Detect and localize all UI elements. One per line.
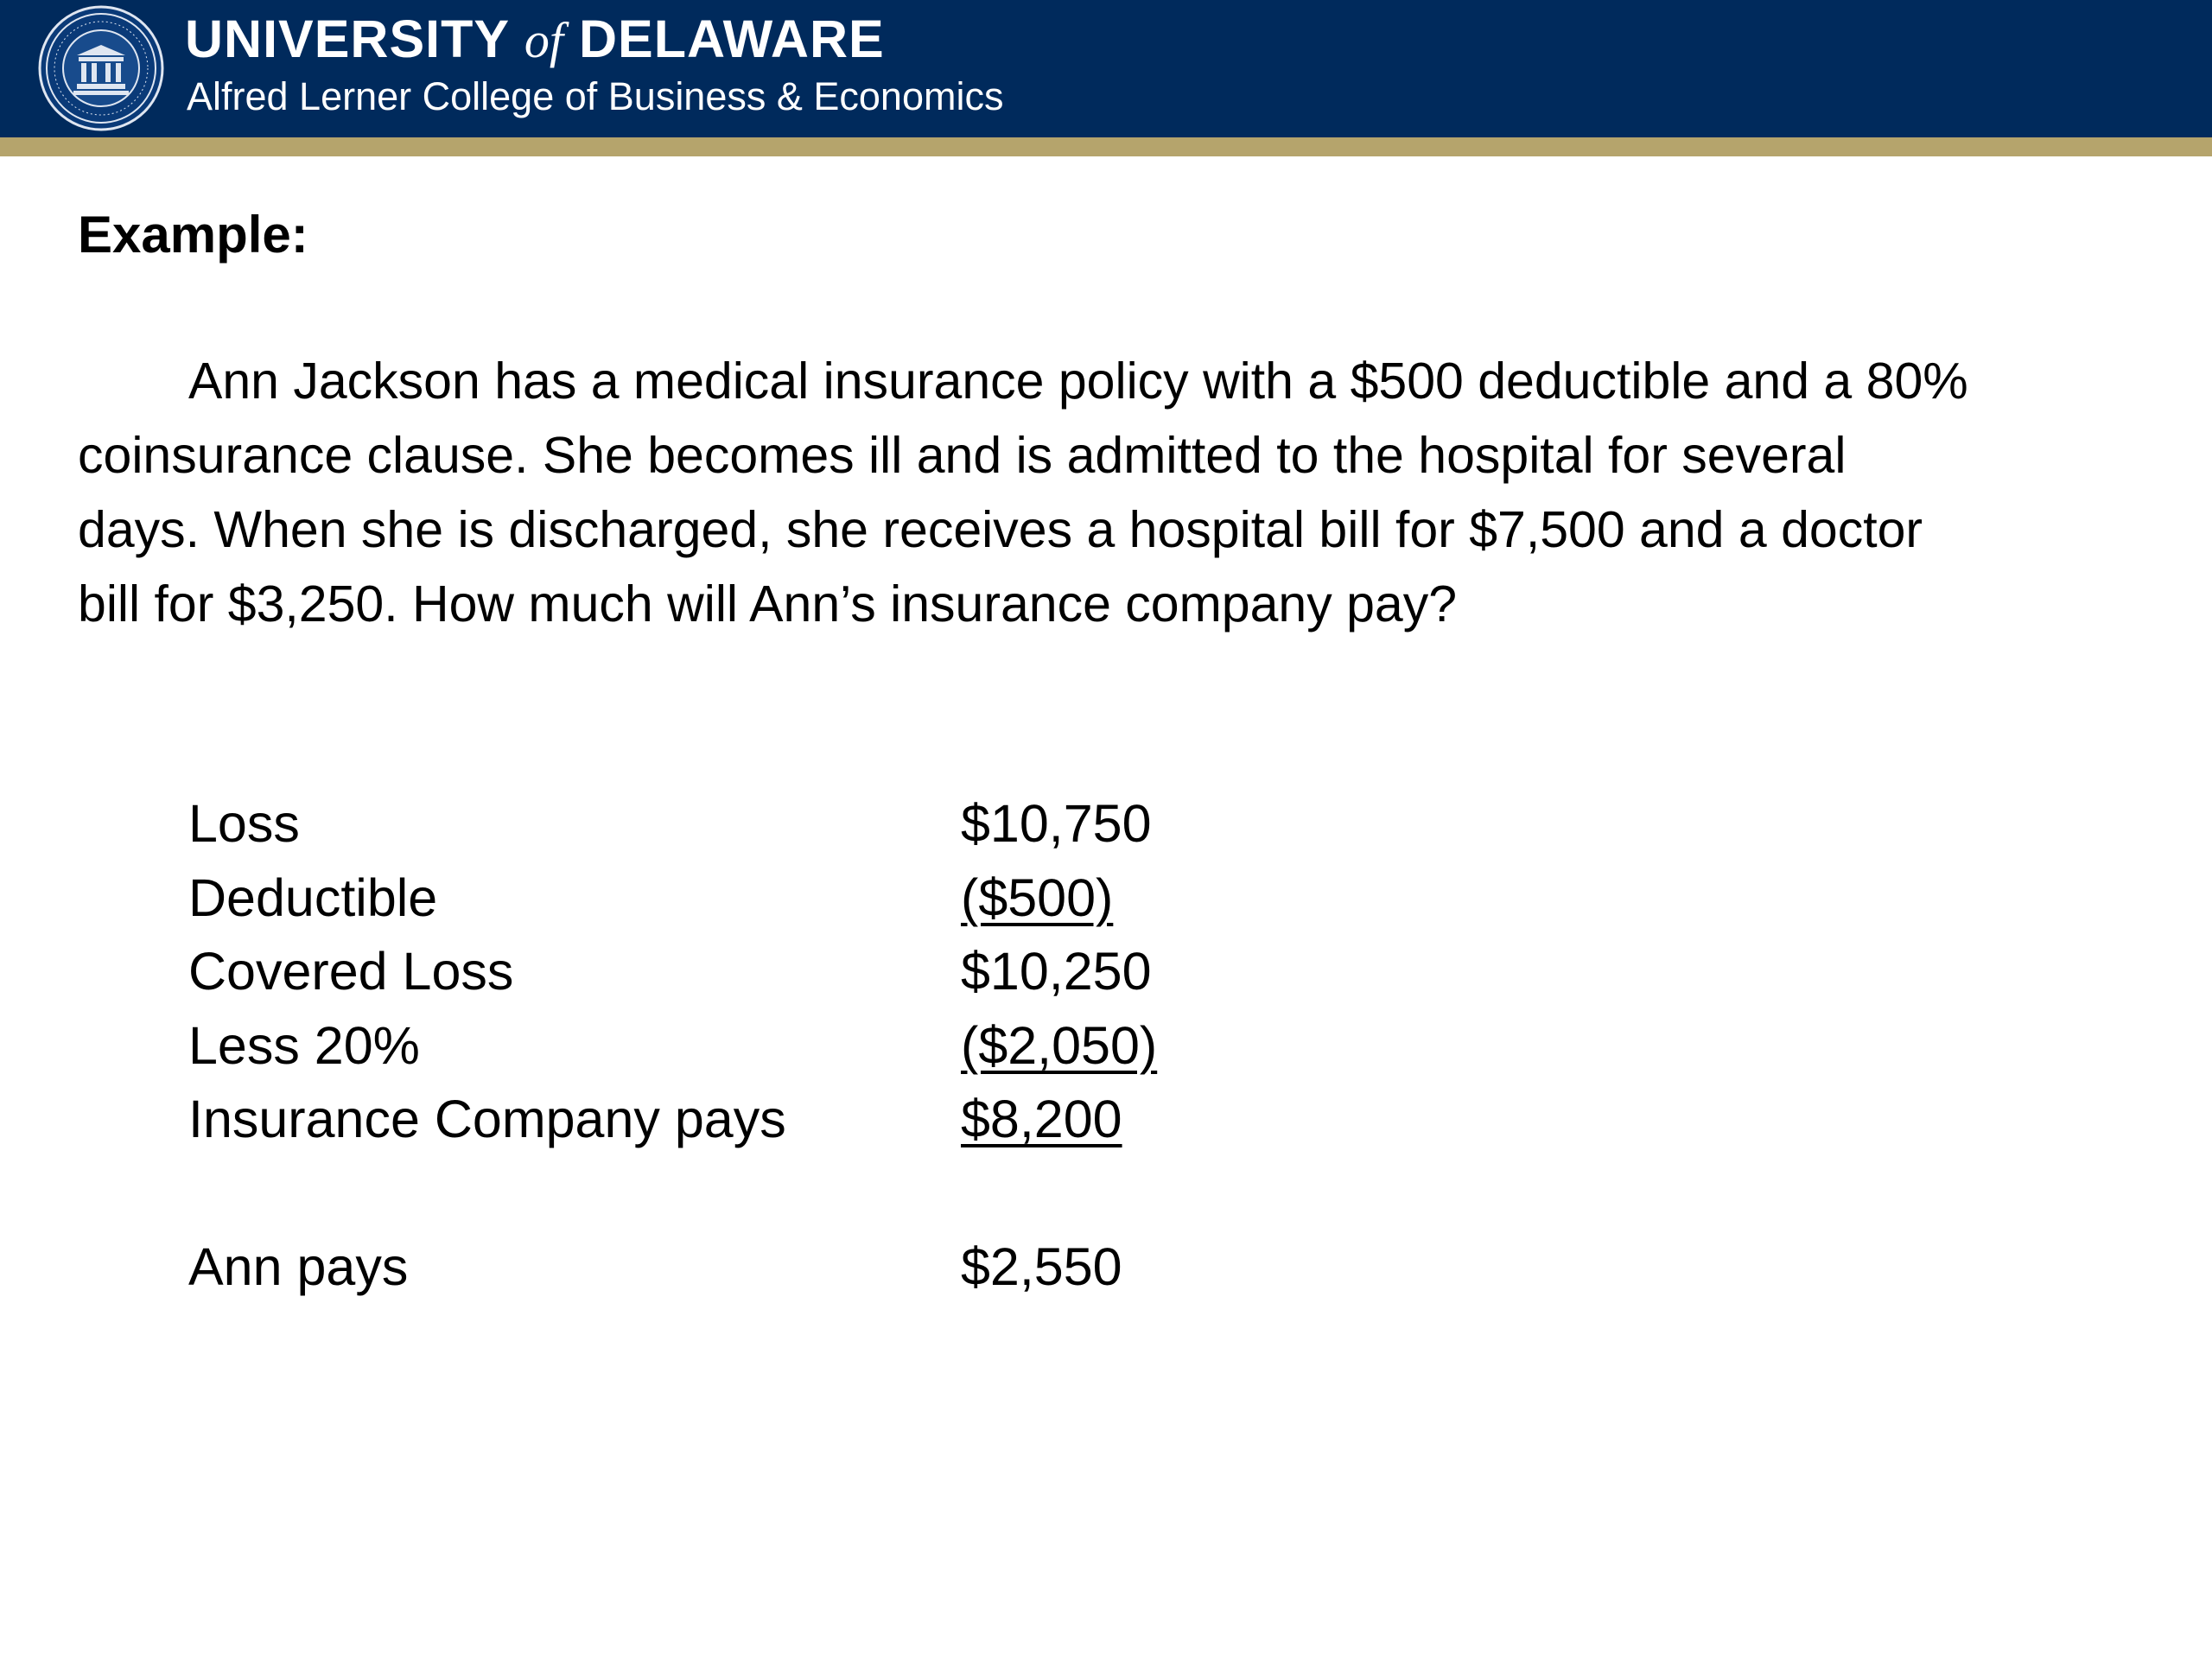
calc-row-insurance-pays — [0, 1082, 2212, 1156]
problem-line: days. When she is discharged, she receives a hospital bill for $7,500 and a doctor — [78, 501, 1923, 558]
problem-statement — [78, 344, 2152, 641]
problem-line: coinsurance clause. She becomes ill and is admitted to the hospital for several — [78, 427, 1847, 484]
calc-value-underlined: ($500) — [961, 868, 1114, 927]
calc-label: Loss — [188, 794, 300, 853]
calc-value: $10,250 — [961, 942, 1152, 1001]
university-header-bar — [0, 0, 2212, 137]
calc-label: Deductible — [188, 868, 438, 927]
gold-divider-rule — [0, 137, 2212, 156]
calc-row-covered-loss — [0, 934, 2212, 1008]
calc-row-deductible — [0, 861, 2212, 935]
university-seal-logo — [38, 5, 164, 131]
calc-row-loss — [0, 786, 2212, 861]
calc-label: Ann pays — [188, 1237, 409, 1296]
calc-value-underlined: $8,200 — [961, 1090, 1122, 1148]
calc-row-less-20 — [0, 1008, 2212, 1083]
slide-heading: Example: — [78, 206, 308, 264]
calc-value: $2,550 — [961, 1237, 1122, 1296]
calc-label: Insurance Company pays — [188, 1090, 786, 1148]
university-title-of: of — [524, 12, 564, 68]
calc-row-ann-pays — [0, 1230, 2212, 1304]
college-name: Alfred Lerner College of Business & Economics — [187, 74, 1004, 118]
problem-line: bill for $3,250. How much will Ann’s insurance company pay? — [78, 575, 1458, 632]
calc-value-underlined: ($2,050) — [961, 1016, 1158, 1075]
calc-label: Less 20% — [188, 1016, 420, 1075]
calc-value: $10,750 — [961, 794, 1152, 853]
university-title — [185, 7, 885, 71]
university-title-word-2: DELAWARE — [579, 10, 885, 68]
calc-label: Covered Loss — [188, 942, 514, 1001]
problem-line: Ann Jackson has a medical insurance policy with a $500 deductible and a 80% — [188, 353, 1968, 410]
university-title-word-1: UNIVERSITY — [185, 10, 509, 68]
